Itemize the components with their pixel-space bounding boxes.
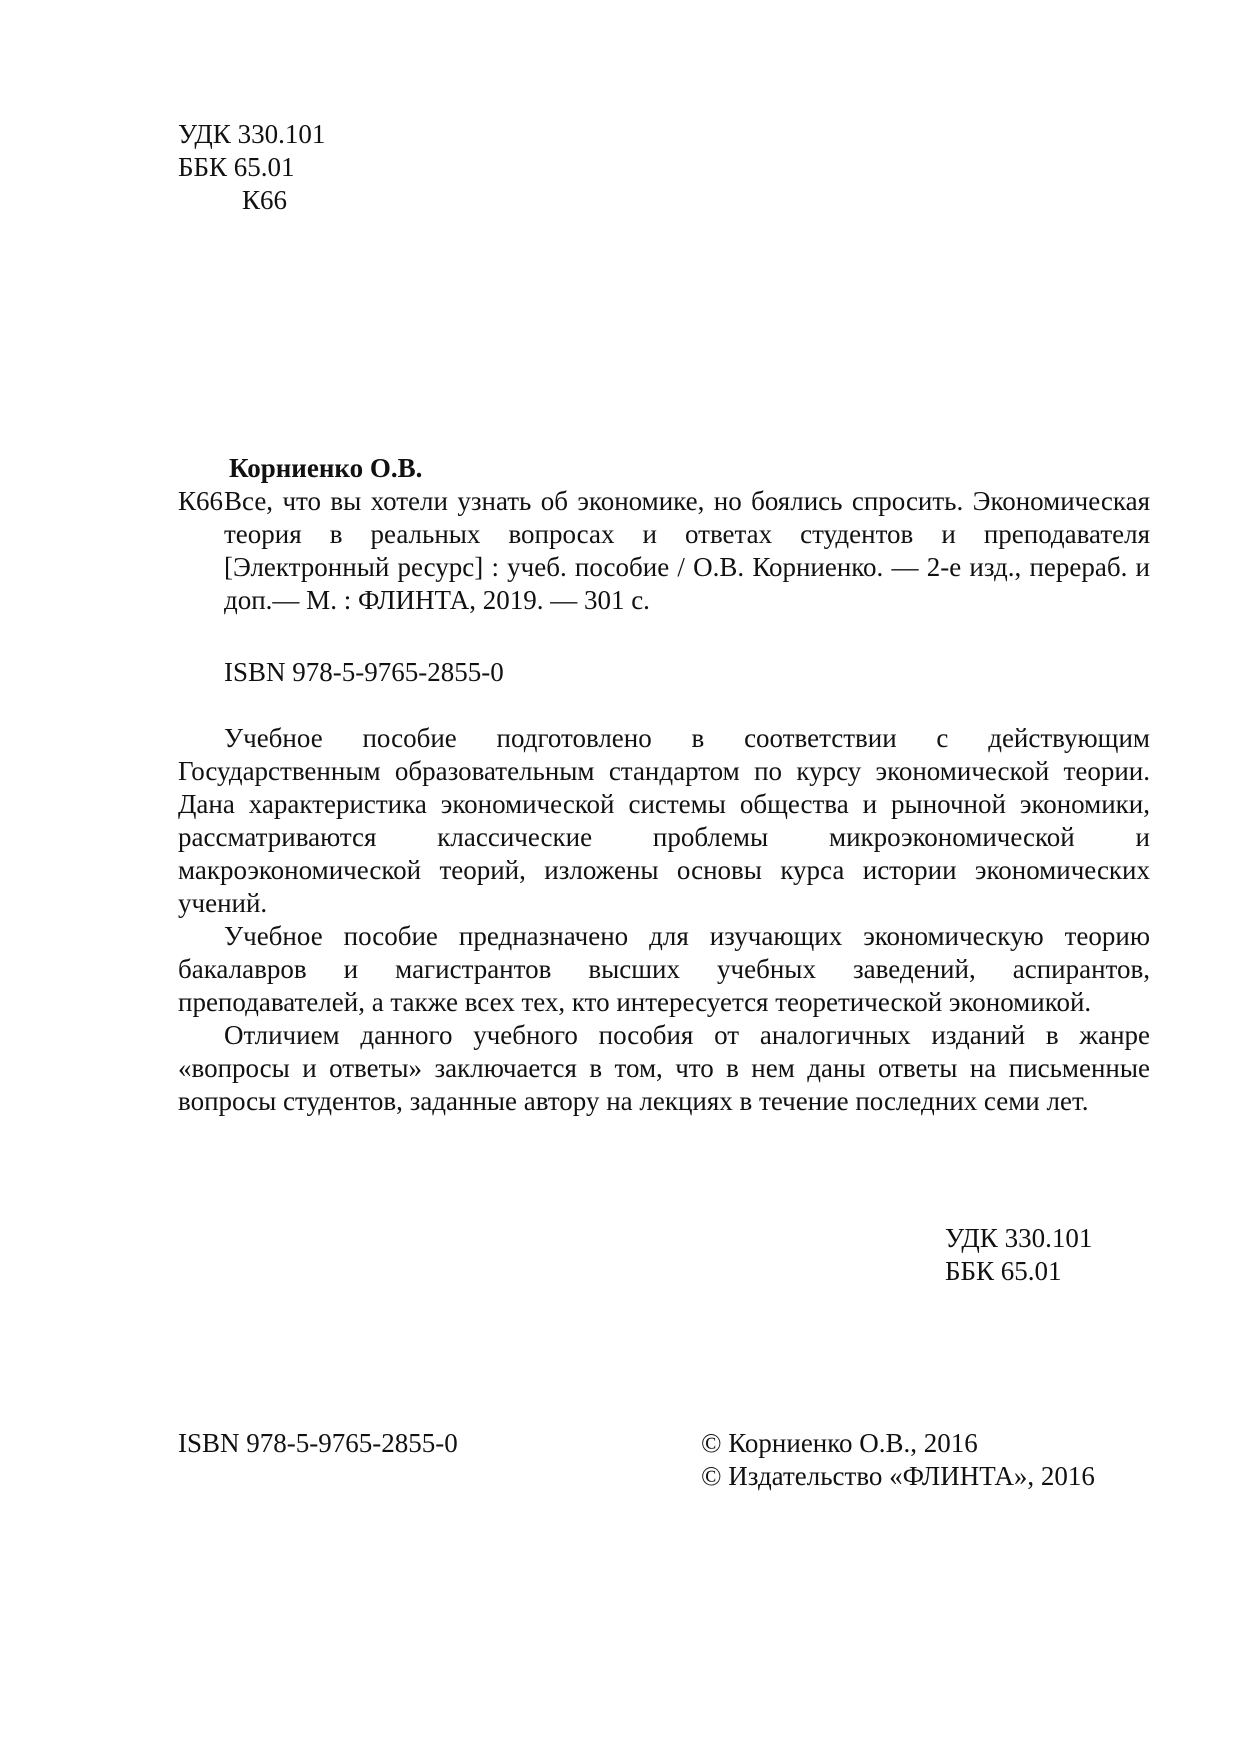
bibliographic-description xyxy=(178,485,1150,617)
annotation-paragraph: Отличием данного учебного пособия от аналогичных изданий в жанре «вопросы и ответы» заключается в том, что в нем даны ответы на письменные вопросы студентов, заданные автору на лекциях в течение последних семи лет. xyxy=(178,1020,1150,1116)
copyright-block xyxy=(701,1427,1095,1493)
classification-top xyxy=(178,118,325,217)
bibliographic-author-sign: К66 xyxy=(178,486,224,516)
footer-isbn: ISBN 978-5-9765-2855-0 xyxy=(178,1428,458,1458)
annotation-paragraph: Учебное пособие подготовлено в соответствии с действующим Государственным образовательным стандартом по курсу экономической теории. Дана характеристика экономической системы общества и рыночной экономики, рассматриваются классические проблемы микроэкономической и макроэкономической теорий, изложены основы курса истории экономических учений. xyxy=(178,723,1150,918)
bibliographic-text-body: Все, что вы хотели узнать об экономике, но боялись спросить. Экономическая теория в реальных вопросах и ответах студентов и преподавателя [Электронный ресурс] : учеб. пособие / О.В. Корниенко. — 2-е изд., перераб. и доп.— М. : ФЛИНТА, 2019. — 301 с. xyxy=(224,486,1150,615)
annotation xyxy=(178,722,1150,1118)
copyright-publisher: © Издательство «ФЛИНТА», 2016 xyxy=(701,1461,1095,1491)
author-heading: Корниенко О.В. xyxy=(229,453,423,483)
classification-bottom xyxy=(945,1222,1092,1288)
bibliographic-text xyxy=(224,485,1150,617)
author-sign: К66 xyxy=(242,185,288,215)
bbk-code: ББК 65.01 xyxy=(945,1256,1062,1286)
annotation-paragraph: Учебное пособие предназначено для изучающих экономическую теорию бакалавров и магистрантов высших учебных заведений, аспирантов, преподавателей, а также всех тех, кто интересуется теоретической экономикой. xyxy=(178,921,1150,1017)
udk-code: УДК 330.101 xyxy=(945,1223,1093,1253)
isbn: ISBN 978-5-9765-2855-0 xyxy=(224,657,504,687)
bbk-code: ББК 65.01 xyxy=(178,152,295,182)
udk-code: УДК 330.101 xyxy=(178,119,326,149)
copyright-author: © Корниенко О.В., 2016 xyxy=(701,1428,978,1458)
